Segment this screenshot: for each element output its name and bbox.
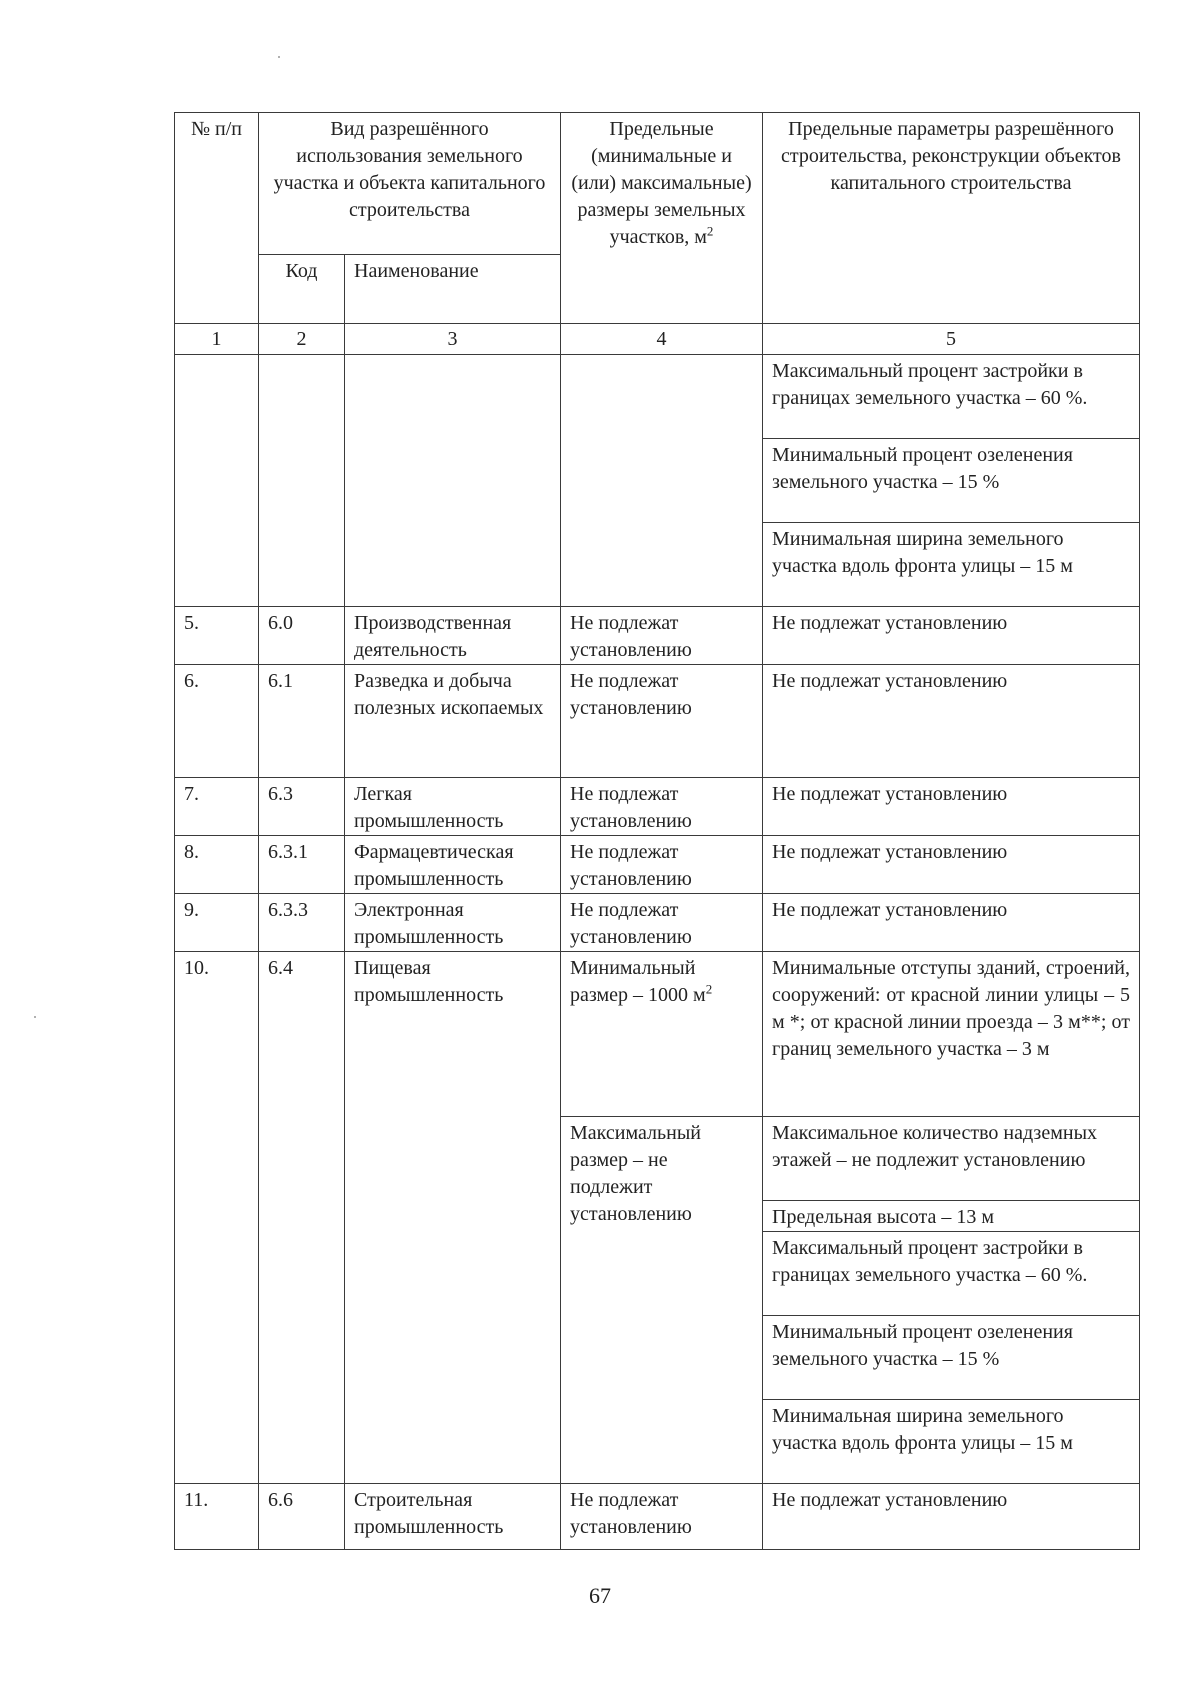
cell-param: Не подлежат установлению (763, 778, 1140, 836)
cell-name: Электронная промышленность (345, 894, 561, 952)
zoning-parameters-table (174, 112, 1140, 1550)
page-number: 67 (589, 1583, 611, 1608)
cell-name: Разведка и добыча полезных ископаемых (345, 665, 561, 778)
column-number: 5 (763, 324, 1140, 355)
column-number: 3 (345, 324, 561, 355)
cell-param: Не подлежат установлению (763, 894, 1140, 952)
header-code: Код (259, 255, 345, 324)
cell-size: Не подлежат установлению (561, 894, 763, 952)
scan-speck (34, 1016, 36, 1018)
cell-name: Пищевая промышленность (345, 952, 561, 1484)
cell-number: 8. (175, 836, 259, 894)
cell-param: Минимальный процент озеленения земельного участка – 15 % (763, 439, 1140, 523)
table-row (175, 665, 1140, 778)
cell-size: Не подлежат установлению (561, 836, 763, 894)
table-row (175, 778, 1140, 836)
column-number: 2 (259, 324, 345, 355)
header-construction-params: Предельные параметры разрешённого строительства, реконструкции объектов капитального строительства (763, 113, 1140, 324)
cell-code: 6.4 (259, 952, 345, 1484)
column-number: 4 (561, 324, 763, 355)
cell-number: 10. (175, 952, 259, 1484)
cell-name (345, 355, 561, 607)
scan-speck (278, 56, 280, 58)
cell-code (259, 355, 345, 607)
cell-size: Не подлежат установлению (561, 778, 763, 836)
cell-param: Предельная высота – 13 м (763, 1201, 1140, 1232)
cell-param: Максимальный процент застройки в границах земельного участка – 60 %. (763, 1232, 1140, 1316)
cell-size: Минимальный размер – 1000 $м^2$ (561, 952, 763, 1117)
cell-param: Минимальная ширина земельного участка вдоль фронта улицы – 15 м (763, 523, 1140, 607)
cell-param: Максимальный процент застройки в границах земельного участка – 60 %. (763, 355, 1140, 439)
cell-number: 11. (175, 1484, 259, 1550)
cell-number: 5. (175, 607, 259, 665)
table-row (175, 1484, 1140, 1550)
cell-size: Не подлежат установлению (561, 665, 763, 778)
cell-param: Не подлежат установлению (763, 607, 1140, 665)
cell-code: 6.0 (259, 607, 345, 665)
cell-name: Фармацевтическая промышленность (345, 836, 561, 894)
cell-size: Не подлежат установлению (561, 607, 763, 665)
cell-param: Минимальные отступы зданий, строений, сооружений: от красной линии улицы – 5 м *; от красной линии проезда – 3 м**; от границ земельного участка – 3 м (763, 952, 1140, 1117)
cell-name: Легкая промышленность (345, 778, 561, 836)
header-name: Наименование (345, 255, 561, 324)
cell-param: Не подлежат установлению (763, 1484, 1140, 1550)
cell-code: 6.3.1 (259, 836, 345, 894)
cell-code: 6.3 (259, 778, 345, 836)
header-row (175, 113, 1140, 255)
table-row (175, 836, 1140, 894)
table-row (175, 607, 1140, 665)
column-number: 1 (175, 324, 259, 355)
cell-param: Не подлежат установлению (763, 665, 1140, 778)
cell-code: 6.6 (259, 1484, 345, 1550)
cell-param: Минимальный процент озеленения земельного участка – 15 % (763, 1316, 1140, 1400)
header-plot-sizes: Предельные (минимальные и (или) максимальные) размеры земельных участков, $м^2$ (561, 113, 763, 324)
cell-number: 6. (175, 665, 259, 778)
cell-number: 7. (175, 778, 259, 836)
cell-name: Производственная деятельность (345, 607, 561, 665)
column-numbers-row (175, 324, 1140, 355)
header-number: № п/п (175, 113, 259, 324)
cell-number (175, 355, 259, 607)
cell-size: Максимальный размер – не подлежит установлению (561, 1117, 763, 1484)
cell-size: Не подлежат установлению (561, 1484, 763, 1550)
cell-code: 6.3.3 (259, 894, 345, 952)
table-row (175, 952, 1140, 1117)
cell-param: Не подлежат установлению (763, 836, 1140, 894)
cell-name: Строительная промышленность (345, 1484, 561, 1550)
table-row (175, 355, 1140, 439)
table-row (175, 894, 1140, 952)
cell-param: Минимальная ширина земельного участка вдоль фронта улицы – 15 м (763, 1400, 1140, 1484)
cell-code: 6.1 (259, 665, 345, 778)
header-use-type: Вид разрешённого использования земельного участка и объекта капитального строительства (259, 113, 561, 255)
cell-number: 9. (175, 894, 259, 952)
cell-param: Максимальное количество надземных этажей – не подлежит установлению (763, 1117, 1140, 1201)
cell-size (561, 355, 763, 607)
